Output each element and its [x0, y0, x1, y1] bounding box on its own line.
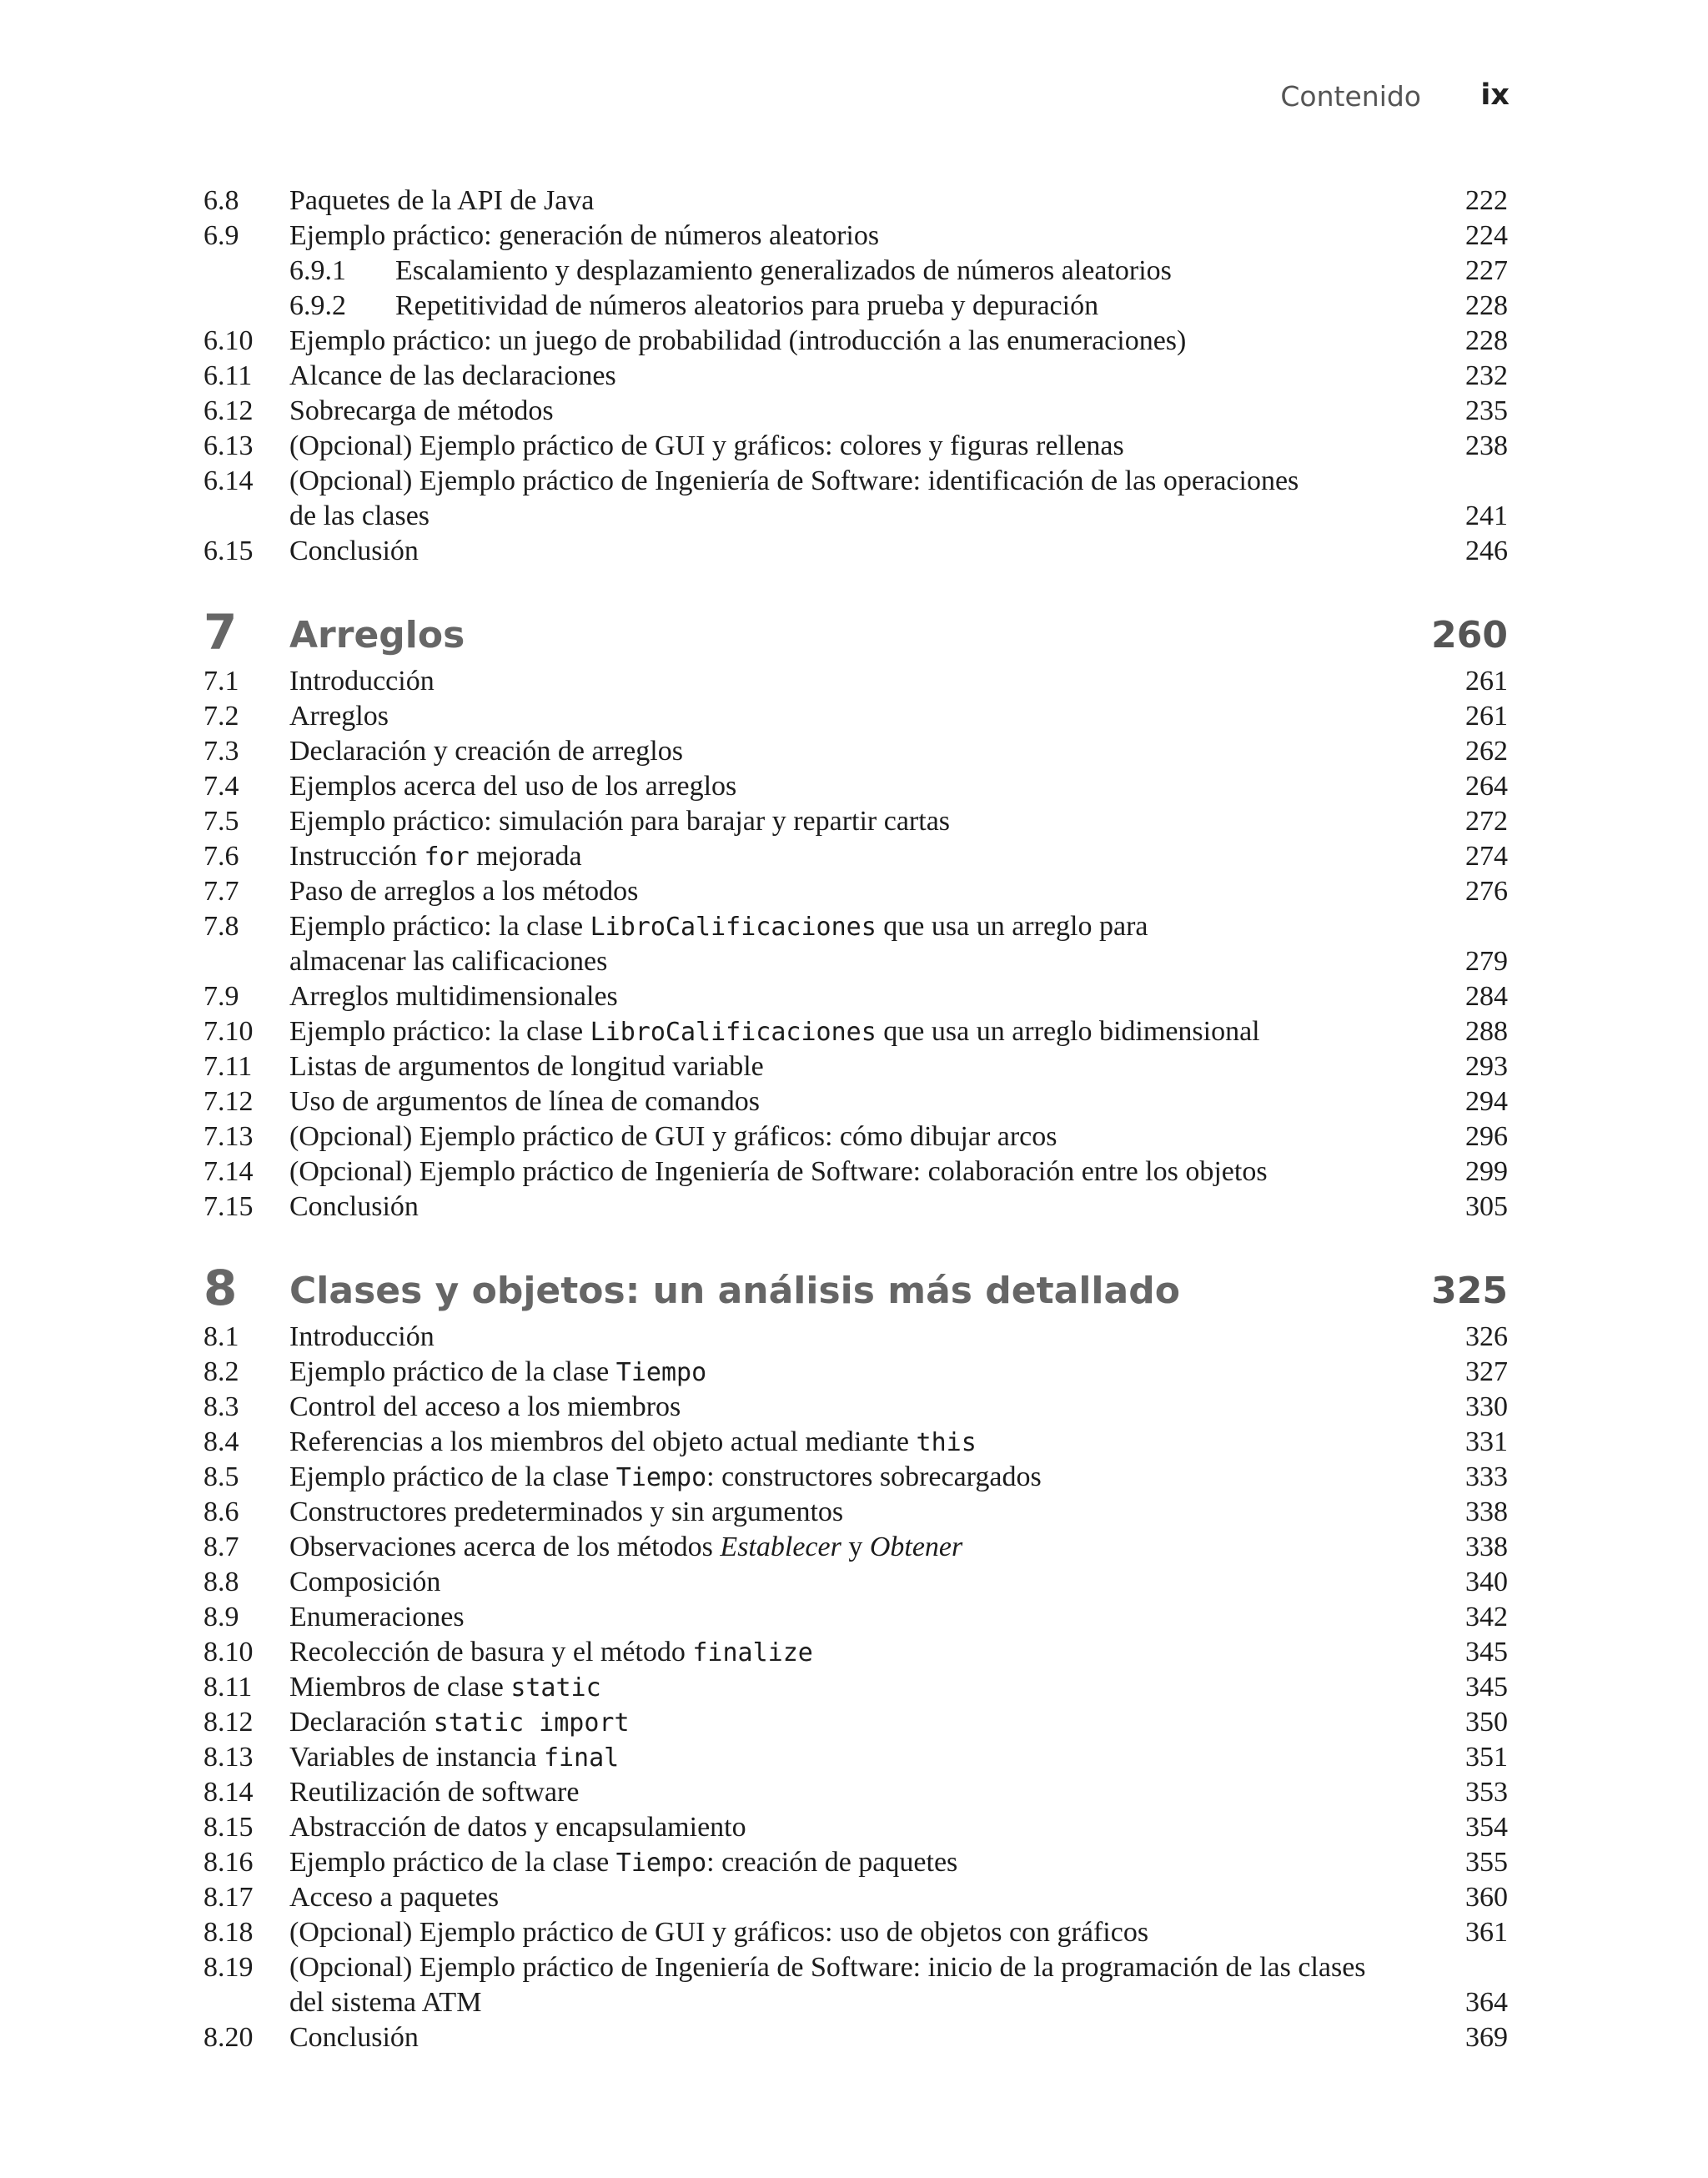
- toc-entry: [0, 1567, 1708, 1600]
- entry-title: Conclusión: [289, 2022, 419, 2053]
- entry-title: (Opcional) Ejemplo práctico de Ingeniería de Software: inicio de la programación de las clases: [289, 1952, 1366, 1983]
- entry-title: Escalamiento y desplazamiento generalizados de números aleatorios: [395, 255, 1172, 286]
- entry-page: 345: [1465, 1637, 1508, 1667]
- entry-title: Conclusión: [289, 536, 419, 566]
- entry-title: Ejemplo práctico de la clase Tiempo: [289, 1356, 707, 1387]
- toc-entry: [0, 806, 1708, 839]
- entry-number: 7.9: [203, 981, 239, 1012]
- entry-page: 288: [1465, 1016, 1508, 1047]
- page-number: ix: [1480, 78, 1510, 112]
- entry-title: Ejemplo práctico: simulación para barajar y repartir cartas: [289, 806, 951, 837]
- entry-number: 6.11: [203, 360, 253, 391]
- entry-title: Introducción: [289, 1321, 435, 1352]
- toc-entry: [0, 1016, 1708, 1049]
- entry-title: (Opcional) Ejemplo práctico de Ingeniería de Software: colaboración entre los objetos: [289, 1156, 1268, 1187]
- chapter-number: 8: [203, 1260, 238, 1316]
- entry-page: 262: [1465, 736, 1508, 767]
- toc-entry: [0, 911, 1708, 944]
- entry-number: 8.3: [203, 1391, 239, 1422]
- chapter-page: 260: [1431, 614, 1508, 656]
- entry-number: 8.18: [203, 1917, 254, 1948]
- entry-title: Declaración y creación de arreglos: [289, 736, 683, 767]
- toc-entry: [0, 981, 1708, 1014]
- entry-page: 296: [1465, 1121, 1508, 1152]
- entry-page: 261: [1465, 666, 1508, 697]
- toc-entry: [0, 1882, 1708, 1915]
- entry-page: 305: [1465, 1191, 1508, 1222]
- entry-number: 8.5: [203, 1461, 239, 1492]
- italic-term: Establecer: [720, 1532, 841, 1562]
- entry-page: 338: [1465, 1496, 1508, 1527]
- entry-number: 6.9: [203, 220, 239, 251]
- toc-entry-continuation: [0, 946, 1708, 979]
- toc-entry: [0, 430, 1708, 464]
- toc-entry: [0, 1602, 1708, 1635]
- toc-entry: [0, 1156, 1708, 1190]
- entry-title: Listas de argumentos de longitud variable: [289, 1051, 764, 1082]
- entry-title: Introducción: [289, 666, 435, 697]
- entry-number: 8.15: [203, 1812, 254, 1843]
- entry-page: 360: [1465, 1882, 1508, 1913]
- running-header-title: Contenido: [1280, 80, 1421, 113]
- entry-title: (Opcional) Ejemplo práctico de GUI y gráficos: colores y figuras rellenas: [289, 430, 1124, 461]
- entry-page: 264: [1465, 771, 1508, 802]
- entry-number: 8.4: [203, 1426, 239, 1457]
- entry-title: Repetitividad de números aleatorios para prueba y depuración: [395, 290, 1099, 321]
- entry-number: 8.13: [203, 1742, 254, 1773]
- entry-page: 353: [1465, 1777, 1508, 1808]
- entry-page: 369: [1465, 2022, 1508, 2053]
- entry-title: Abstracción de datos y encapsulamiento: [289, 1812, 746, 1843]
- toc-entry-continuation: [0, 500, 1708, 534]
- entry-number: 7.7: [203, 876, 239, 907]
- entry-title: Instrucción for mejorada: [289, 841, 582, 872]
- chapter-heading: [0, 604, 1708, 661]
- code-keyword: finalize: [692, 1638, 813, 1667]
- toc-entry: [0, 1051, 1708, 1084]
- entry-page: 338: [1465, 1532, 1508, 1562]
- code-keyword: for: [424, 843, 470, 872]
- code-keyword: static import: [433, 1708, 630, 1738]
- entry-number: 8.12: [203, 1707, 254, 1738]
- entry-number: 8.9: [203, 1602, 239, 1632]
- toc-entry: [0, 1532, 1708, 1565]
- entry-title: Constructores predeterminados y sin argumentos: [289, 1496, 844, 1527]
- entry-number: 8.7: [203, 1532, 239, 1562]
- entry-page: 261: [1465, 701, 1508, 732]
- toc-entry: [0, 1742, 1708, 1775]
- entry-page: 340: [1465, 1567, 1508, 1597]
- entry-number: 7.12: [203, 1086, 254, 1117]
- entry-page: 276: [1465, 876, 1508, 907]
- entry-number: 7.1: [203, 666, 239, 697]
- toc-entry: [0, 1121, 1708, 1154]
- entry-number: 8.8: [203, 1567, 239, 1597]
- entry-page: 354: [1465, 1812, 1508, 1843]
- entry-title: Control del acceso a los miembros: [289, 1391, 681, 1422]
- entry-title: Reutilización de software: [289, 1777, 580, 1808]
- entry-page: 299: [1465, 1156, 1508, 1187]
- toc-entry: [0, 2022, 1708, 2055]
- entry-page: 330: [1465, 1391, 1508, 1422]
- entry-page: 272: [1465, 806, 1508, 837]
- entry-page: 228: [1465, 290, 1508, 321]
- toc-entry: [0, 1391, 1708, 1425]
- entry-number: 8.17: [203, 1882, 254, 1913]
- toc-entry: [0, 841, 1708, 874]
- code-keyword: Tiempo: [615, 1358, 707, 1387]
- entry-number: 7.4: [203, 771, 239, 802]
- entry-page: 355: [1465, 1847, 1508, 1878]
- code-keyword: LibroCalificaciones: [590, 913, 877, 942]
- entry-title: Arreglos: [289, 701, 389, 732]
- entry-page: 224: [1465, 220, 1508, 251]
- chapter-page: 325: [1431, 1270, 1508, 1312]
- toc-entry: [0, 325, 1708, 359]
- entry-page: 232: [1465, 360, 1508, 391]
- entry-number: 8.16: [203, 1847, 254, 1878]
- entry-number: 8.14: [203, 1777, 254, 1808]
- toc-entry: [0, 1086, 1708, 1119]
- entry-number: 6.13: [203, 430, 254, 461]
- entry-page: 327: [1465, 1356, 1508, 1387]
- entry-page: 235: [1465, 395, 1508, 426]
- entry-title: Ejemplo práctico de la clase Tiempo: constructores sobrecargados: [289, 1461, 1042, 1492]
- entry-page: 241: [1465, 500, 1508, 531]
- entry-number: 7.14: [203, 1156, 254, 1187]
- toc-entry: [0, 1917, 1708, 1950]
- entry-number: 7.5: [203, 806, 239, 837]
- entry-number: 6.15: [203, 536, 254, 566]
- toc-entry-continuation: [0, 1987, 1708, 2020]
- entry-page: 345: [1465, 1672, 1508, 1703]
- entry-number: 7.10: [203, 1016, 254, 1047]
- entry-number: 7.13: [203, 1121, 254, 1152]
- entry-title-continued: almacenar las calificaciones: [289, 946, 608, 977]
- chapter-heading: [0, 1260, 1708, 1316]
- entry-page: 228: [1465, 325, 1508, 356]
- entry-page: 351: [1465, 1742, 1508, 1773]
- toc-entry: [0, 360, 1708, 394]
- code-keyword: Tiempo: [615, 1849, 707, 1878]
- entry-page: 222: [1465, 185, 1508, 216]
- toc-entry: [0, 1812, 1708, 1845]
- toc-entry: [0, 395, 1708, 429]
- entry-title: Ejemplo práctico: la clase LibroCalificaciones que usa un arreglo para: [289, 911, 1148, 942]
- entry-number: 6.14: [203, 465, 254, 496]
- toc-entry: [0, 771, 1708, 804]
- entry-title: Observaciones acerca de los métodos Establecer y Obtener: [289, 1532, 963, 1562]
- toc-subentry: [0, 255, 1708, 289]
- entry-page: 293: [1465, 1051, 1508, 1082]
- toc-entry: [0, 185, 1708, 219]
- entry-title: (Opcional) Ejemplo práctico de GUI y gráficos: uso de objetos con gráficos: [289, 1917, 1149, 1948]
- code-keyword: Tiempo: [615, 1463, 707, 1492]
- entry-page: 284: [1465, 981, 1508, 1012]
- entry-page: 279: [1465, 946, 1508, 977]
- toc-entry: [0, 1952, 1708, 1985]
- entry-title: Uso de argumentos de línea de comandos: [289, 1086, 761, 1117]
- toc-entry: [0, 1426, 1708, 1460]
- entry-number: 6.9.2: [289, 290, 346, 321]
- toc-entry: [0, 876, 1708, 909]
- entry-title: Alcance de las declaraciones: [289, 360, 616, 391]
- entry-title: Variables de instancia final: [289, 1742, 620, 1773]
- entry-number: 7.2: [203, 701, 239, 732]
- entry-number: 7.11: [203, 1051, 253, 1082]
- entry-page: 361: [1465, 1917, 1508, 1948]
- entry-title: Ejemplo práctico: generación de números aleatorios: [289, 220, 880, 251]
- entry-number: 8.1: [203, 1321, 239, 1352]
- toc-entry: [0, 536, 1708, 569]
- entry-number: 8.6: [203, 1496, 239, 1527]
- entry-number: 8.2: [203, 1356, 239, 1387]
- entry-title-continued: de las clases: [289, 500, 430, 531]
- italic-term: Obtener: [869, 1532, 963, 1562]
- running-header: [1168, 80, 1510, 122]
- toc-entry: [0, 1496, 1708, 1530]
- entry-title: Paso de arreglos a los métodos: [289, 876, 639, 907]
- toc-entry: [0, 1847, 1708, 1880]
- chapter-title: Arreglos: [289, 614, 465, 656]
- entry-page: 326: [1465, 1321, 1508, 1352]
- toc-entry: [0, 736, 1708, 769]
- code-keyword: static: [510, 1673, 601, 1703]
- toc-entry: [0, 1672, 1708, 1705]
- toc-entry: [0, 1461, 1708, 1495]
- entry-title: Ejemplo práctico de la clase Tiempo: creación de paquetes: [289, 1847, 958, 1878]
- entry-page: 294: [1465, 1086, 1508, 1117]
- entry-title: Ejemplo práctico: un juego de probabilidad (introducción a las enumeraciones): [289, 325, 1187, 356]
- toc-entry: [0, 1191, 1708, 1225]
- entry-page: 350: [1465, 1707, 1508, 1738]
- toc-entry: [0, 666, 1708, 699]
- code-keyword: this: [916, 1428, 977, 1457]
- entry-title: Paquetes de la API de Java: [289, 185, 595, 216]
- entry-number: 6.9.1: [289, 255, 346, 286]
- entry-number: 7.6: [203, 841, 239, 872]
- entry-page: 238: [1465, 430, 1508, 461]
- entry-title: Composición: [289, 1567, 441, 1597]
- entry-title-continued: del sistema ATM: [289, 1987, 482, 2018]
- entry-number: 8.19: [203, 1952, 254, 1983]
- entry-number: 8.20: [203, 2022, 254, 2053]
- toc-entry: [0, 465, 1708, 499]
- entry-number: 6.12: [203, 395, 254, 426]
- entry-page: 246: [1465, 536, 1508, 566]
- entry-number: 6.10: [203, 325, 254, 356]
- entry-page: 274: [1465, 841, 1508, 872]
- entry-title: Declaración static import: [289, 1707, 630, 1738]
- toc-entry: [0, 1707, 1708, 1740]
- entry-page: 227: [1465, 255, 1508, 286]
- entry-title: Recolección de basura y el método finalize: [289, 1637, 813, 1667]
- entry-title: Enumeraciones: [289, 1602, 465, 1632]
- toc-entry: [0, 1637, 1708, 1670]
- chapter-title: Clases y objetos: un análisis más detallado: [289, 1270, 1180, 1312]
- code-keyword: final: [543, 1743, 620, 1773]
- entry-title: Referencias a los miembros del objeto actual mediante this: [289, 1426, 977, 1457]
- entry-title: Sobrecarga de métodos: [289, 395, 554, 426]
- toc-entry: [0, 1777, 1708, 1810]
- entry-number: 7.8: [203, 911, 239, 942]
- entry-title: Miembros de clase static: [289, 1672, 601, 1703]
- entry-title: (Opcional) Ejemplo práctico de GUI y gráficos: cómo dibujar arcos: [289, 1121, 1057, 1152]
- toc-subentry: [0, 290, 1708, 324]
- entry-page: 331: [1465, 1426, 1508, 1457]
- chapter-number: 7: [203, 604, 238, 661]
- entry-title: Arreglos multidimensionales: [289, 981, 618, 1012]
- entry-title: Ejemplo práctico: la clase LibroCalificaciones que usa un arreglo bidimensional: [289, 1016, 1260, 1047]
- toc-entry: [0, 701, 1708, 734]
- entry-page: 342: [1465, 1602, 1508, 1632]
- entry-title: Ejemplos acerca del uso de los arreglos: [289, 771, 737, 802]
- entry-number: 8.10: [203, 1637, 254, 1667]
- entry-title: Conclusión: [289, 1191, 419, 1222]
- toc-entry: [0, 220, 1708, 254]
- toc-entry: [0, 1356, 1708, 1390]
- entry-title: Acceso a paquetes: [289, 1882, 500, 1913]
- entry-number: 7.3: [203, 736, 239, 767]
- entry-page: 364: [1465, 1987, 1508, 2018]
- entry-number: 7.15: [203, 1191, 254, 1222]
- entry-number: 6.8: [203, 185, 239, 216]
- entry-title: (Opcional) Ejemplo práctico de Ingeniería de Software: identificación de las operaciones: [289, 465, 1299, 496]
- entry-page: 333: [1465, 1461, 1508, 1492]
- entry-number: 8.11: [203, 1672, 253, 1703]
- code-keyword: LibroCalificaciones: [590, 1018, 877, 1047]
- toc-entry: [0, 1321, 1708, 1355]
